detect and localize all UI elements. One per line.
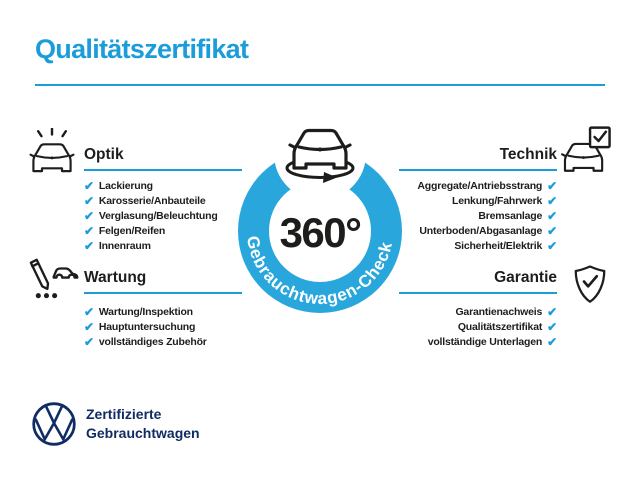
page-title: Qualitätszertifikat (35, 34, 249, 64)
brand-wordmark (86, 405, 200, 443)
item-label: Lackierung (98, 179, 153, 192)
check-icon: ✔ (547, 193, 557, 208)
item-label: vollständige Unterlagen (427, 335, 543, 348)
check-icon: ✔ (547, 334, 557, 349)
check-icon: ✔ (547, 304, 557, 319)
section-technik (399, 146, 557, 253)
item-label: Sicherheit/Elektrik (454, 239, 543, 252)
item-label: Wartung/Inspektion (98, 305, 193, 318)
check-icon: ✔ (547, 223, 557, 238)
check-icon: ✔ (84, 208, 94, 223)
list-item (84, 304, 242, 319)
vw-logo (30, 400, 78, 448)
list-item (84, 334, 242, 349)
car-checkbox-icon (556, 126, 616, 178)
section-title-garantie: Garantie (399, 269, 557, 294)
list-item (399, 208, 557, 223)
check-icon: ✔ (547, 319, 557, 334)
garantie-list (399, 304, 557, 349)
section-optik (84, 146, 242, 253)
check-icon: ✔ (84, 334, 94, 349)
item-label: vollständiges Zubehör (98, 335, 207, 348)
section-title-technik: Technik (399, 146, 557, 171)
item-label: Qualitätszertifikat (457, 320, 543, 333)
item-label: Garantienachweis (455, 305, 543, 318)
check-icon: ✔ (547, 238, 557, 253)
brand-line-2: Gebrauchtwagen (86, 425, 200, 441)
list-item (399, 193, 557, 208)
item-label: Hauptuntersuchung (98, 320, 196, 333)
item-label: Bremsanlage (478, 209, 543, 222)
list-item (84, 238, 242, 253)
list-item (399, 319, 557, 334)
list-item (399, 304, 557, 319)
list-item (84, 223, 242, 238)
wartung-list (84, 304, 242, 349)
section-wartung (84, 269, 242, 349)
service-checklist-icon (22, 254, 80, 312)
item-label: Karosserie/Anbauteile (98, 194, 206, 207)
list-item (399, 238, 557, 253)
degree-value: 360° (279, 209, 361, 256)
header-divider (35, 84, 605, 86)
brand-line-1: Zertifizierte (86, 406, 162, 422)
ring-label: Gebrauchtwagen-Check (242, 234, 397, 309)
item-label: Aggregate/Antriebsstrang (417, 179, 543, 192)
item-label: Lenkung/Fahrwerk (451, 194, 543, 207)
shield-check-icon (566, 258, 614, 314)
section-title-wartung: Wartung (84, 269, 242, 294)
check-icon: ✔ (84, 193, 94, 208)
section-title-optik: Optik (84, 146, 242, 171)
list-item (399, 223, 557, 238)
list-item (84, 193, 242, 208)
section-garantie (399, 269, 557, 349)
check-icon: ✔ (547, 208, 557, 223)
360-check-badge (223, 110, 417, 322)
optik-list (84, 178, 242, 253)
technik-list (399, 178, 557, 253)
item-label: Unterboden/Abgasanlage (419, 224, 543, 237)
list-item (84, 319, 242, 334)
list-item (84, 208, 242, 223)
list-item (399, 178, 557, 193)
item-label: Felgen/Reifen (98, 224, 166, 237)
check-icon: ✔ (84, 178, 94, 193)
check-icon: ✔ (84, 304, 94, 319)
list-item (84, 178, 242, 193)
check-icon: ✔ (84, 223, 94, 238)
check-icon: ✔ (84, 319, 94, 334)
item-label: Innenraum (98, 239, 151, 252)
check-icon: ✔ (547, 178, 557, 193)
check-icon: ✔ (84, 238, 94, 253)
shiny-car-icon (24, 128, 80, 180)
item-label: Verglasung/Beleuchtung (98, 209, 218, 222)
list-item (399, 334, 557, 349)
